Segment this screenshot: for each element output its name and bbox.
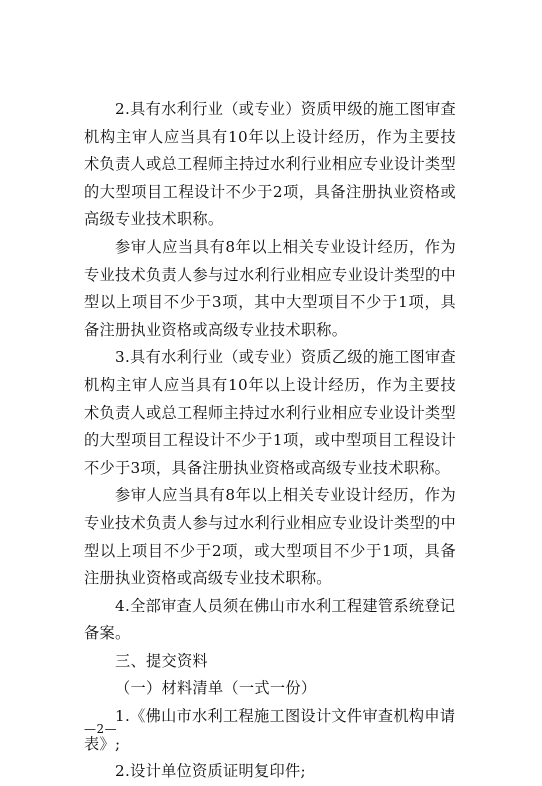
paragraph-registration: 4.全部审查人员须在佛山市水利工程建管系统登记备案。: [84, 596, 456, 643]
subsection-heading-material-list: （一）材料清单（一式一份）: [115, 679, 317, 698]
page-number: —2—: [84, 722, 118, 736]
paragraph-grade-a-chief-reviewer: 2.具有水利行业（或专业）资质甲级的施工图审查机构主审人应当具有10年以上设计经历，作为主要技术负责人或总工程师主持过水利行业相应专业设计类型的大型项目工程设计不少于2项，具备注册执业资格或高级专业技术职称。: [84, 100, 456, 229]
section-heading-submission: 三、提交资料: [115, 651, 208, 670]
list-item-qualification-copy: 2.设计单位资质证明复印件;: [115, 762, 306, 781]
paragraph-grade-b-reviewer: 参审人应当具有8年以上相关专业设计经历，作为专业技术负责人参与过水利行业相应专业设计类型的中型以上项目不少于2项，或大型项目不少于1项，具备注册执业资格或高级专业技术职称。: [84, 486, 456, 588]
document-body: [84, 96, 456, 786]
paragraph-grade-b-chief-reviewer: 3.具有水利行业（或专业）资质乙级的施工图审查机构主审人应当具有10年以上设计经历，作为主要技术负责人或总工程师主持过水利行业相应专业设计类型的大型项目工程设计不少于1项，或中型项目工程设计不少于3项，具备注册执业资格或高级专业技术职称。: [84, 348, 456, 477]
paragraph-grade-a-reviewer: 参审人应当具有8年以上相关专业设计经历，作为专业技术负责人参与过水利行业相应专业设计类型的中型以上项目不少于3项，其中大型项目不少于1项，具备注册执业资格或高级专业技术职称。: [84, 237, 456, 339]
list-item-application-form: 1.《佛山市水利工程施工图设计文件审查机构申请表》;: [84, 707, 456, 753]
